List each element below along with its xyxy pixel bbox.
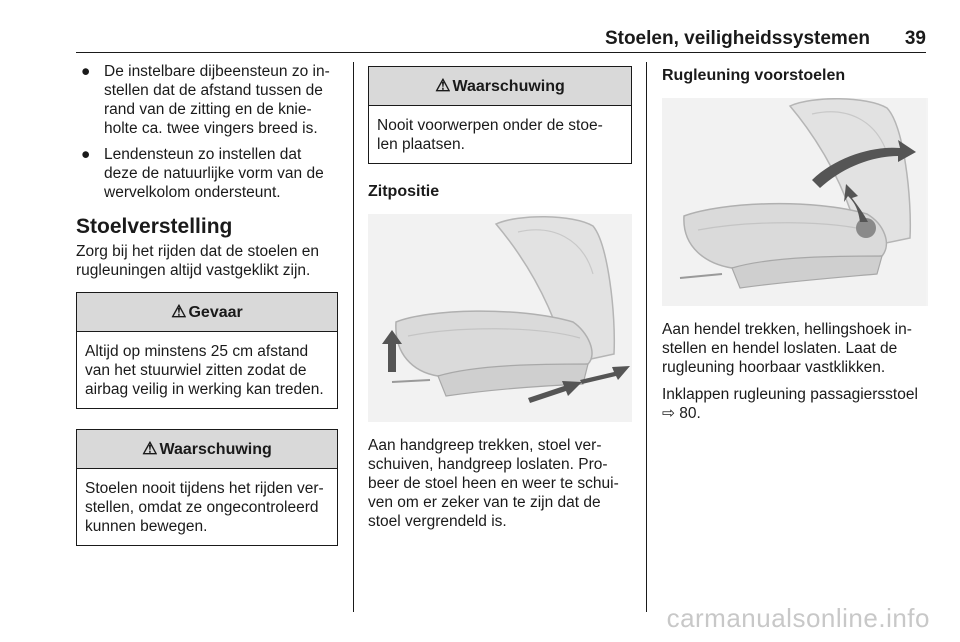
backrest-illustration — [662, 98, 928, 306]
column-left — [76, 62, 338, 546]
list-item: ● De instelbare dijbeensteun zo in-stellen dat de afstand tussen de rand van de zitting en de knie-holte ca. twee vingers breed is. — [81, 63, 330, 137]
warning-box — [368, 66, 632, 164]
column-right — [662, 62, 928, 423]
warning-icon: ⚠ — [435, 76, 451, 95]
warning-icon: ⚠ — [171, 302, 187, 321]
page-title: Stoelen, veiligheidssystemen — [604, 28, 870, 49]
page-number: 39 — [904, 28, 926, 49]
box-header: ⚠ Waarschuwing — [77, 430, 337, 469]
seat-position-illustration — [368, 214, 632, 422]
section-intro: Zorg bij het rijden dat de stoelen en rugleuningen altijd vastgeklikt zijn. — [76, 243, 319, 279]
danger-box — [76, 292, 338, 409]
figure-caption: Aan hendel trekken, hellingshoek in-stellen en hendel loslaten. Laat de rugleuning hoorbaar vastklikken. — [662, 321, 912, 376]
figure-caption: Aan handgreep trekken, stoel ver-schuiven, handgreep loslaten. Pro-beer de stoel heen en weer te schui-ven om er zeker van te zijn dat de stoel vergrendeld is. — [368, 437, 619, 530]
bullet-icon: ● — [81, 63, 91, 80]
column-divider — [353, 62, 354, 612]
warning-box — [76, 429, 338, 546]
subsection-title: Zitpositie — [368, 183, 440, 200]
list-item: ● Lendensteun zo instellen dat deze de natuurlijke vorm van de wervelkolom ondersteunt. — [81, 146, 324, 201]
cross-reference: Inklappen rugleuning passagiersstoel ⇨ 80. — [662, 386, 918, 422]
box-header: ⚠ Waarschuwing — [369, 67, 631, 106]
column-middle — [368, 62, 632, 531]
box-body: Altijd op minstens 25 cm afstand van het stuurwiel zitten zodat de airbag veilig in werking kan treden. — [85, 343, 324, 398]
page-header — [76, 24, 926, 53]
bullet-list — [76, 62, 338, 202]
warning-icon: ⚠ — [142, 439, 158, 458]
bullet-icon: ● — [81, 146, 91, 163]
column-divider — [646, 62, 647, 612]
section-title: Stoelverstelling — [76, 215, 233, 238]
box-body: Nooit voorwerpen onder de stoe-len plaatsen. — [377, 117, 603, 153]
subsection-title: Rugleuning voorstoelen — [662, 67, 846, 84]
watermark: carmanualsonline.info — [666, 603, 930, 633]
box-header: ⚠ Gevaar — [77, 293, 337, 332]
box-body: Stoelen nooit tijdens het rijden ver-stellen, omdat ze ongecontroleerd kunnen bewegen. — [85, 480, 324, 535]
